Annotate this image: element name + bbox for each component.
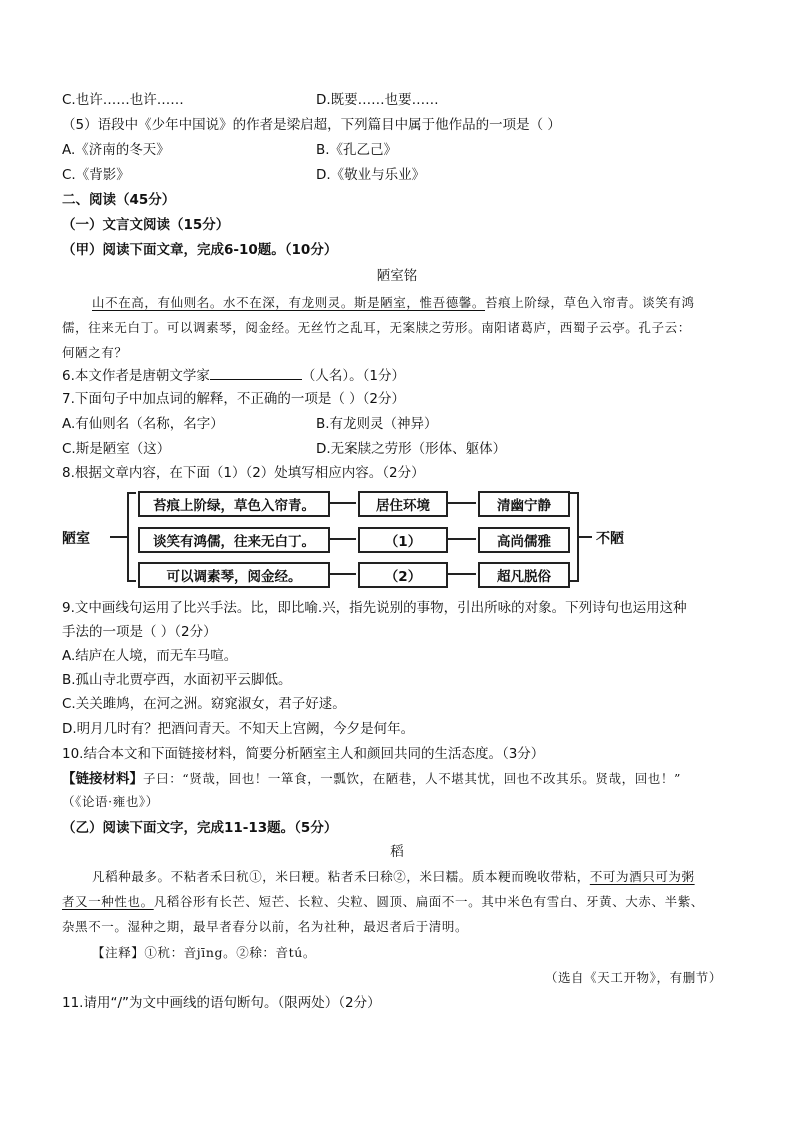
q7-option-a: A.有仙则名（名称，名字） <box>62 416 224 432</box>
passage-line-1 <box>92 293 695 313</box>
yi-underlined-part-2: 者又一种性也。 <box>62 894 154 909</box>
diagram-quote-2: 谈笑有鸿儒，往来无白丁。 <box>138 527 330 553</box>
q5-option-c: C.《背影》 <box>62 167 130 183</box>
passage-line-1-rest: 苔痕上阶绿，草色入帘青。谈笑有鸿 <box>485 295 695 310</box>
yi-note: 【注释】①秔：音jīng。②稌：音tú。 <box>92 945 316 960</box>
diagram-quote-1: 苔痕上阶绿，草色入帘青。 <box>138 491 330 517</box>
q9-stem-line-1: 9.文中画线句运用了比兴手法。比，即比喻.兴，指先说别的事物，引出所咏的对象。下列诗句也运用这种 <box>62 600 687 616</box>
q5-option-a: A.《济南的冬天》 <box>62 142 170 158</box>
diagram-middle-1: 居住环境 <box>358 491 448 517</box>
yi-line-3: 杂黑不一。湿种之期，最早者春分以前，名为社种，最迟者后于清明。 <box>62 919 469 934</box>
q6-stem: 6.本文作者是唐朝文学家 <box>62 368 210 384</box>
yi-line-2-rest: 凡稻谷形有长芒、短芒、长粒、尖粒、圆顶、扁面不一。其中米色有雪白、牙黄、大赤、半紫、 <box>153 894 704 909</box>
passage-yi-title: 稻 <box>390 844 404 860</box>
q9-option-c: C.关关雎鸠，在河之洲。窈窕淑女，君子好逑。 <box>62 696 346 712</box>
q6 <box>62 365 405 386</box>
yi-line-2 <box>62 892 704 912</box>
q5-option-b: B.《孔乙己》 <box>316 142 398 158</box>
link-material-label: 【链接材料】 <box>62 771 143 787</box>
diagram-result-3: 超凡脱俗 <box>478 562 570 588</box>
passage-line-3: 何陋之有？ <box>62 345 128 360</box>
q7-stem: 7.下面句子中加点词的解释，不正确的一项是（ ）（2分） <box>62 391 406 407</box>
diagram-result-1: 清幽宁静 <box>478 491 570 517</box>
q5-option-d: D.《敬业与乐业》 <box>316 167 426 183</box>
q5-stem: （5）语段中《少年中国说》的作者是梁启超，下列篇目中属于他作品的一项是（ ） <box>62 117 561 133</box>
q9-stem-line-2: 手法的一项是（ ）（2分） <box>62 624 217 640</box>
diagram-blank-2[interactable]: （2） <box>358 562 448 588</box>
answer-blank[interactable] <box>210 365 302 380</box>
diagram-right-label: 不陋 <box>596 531 624 547</box>
q4-option-d: D.既要……也要…… <box>316 92 439 108</box>
q7-option-b: B.有龙则灵（神异） <box>316 416 438 432</box>
passage-line-2: 儒，往来无白丁。可以调素琴，阅金经。无丝竹之乱耳，无案牍之劳形。南阳诸葛庐，西蜀子云亭。孔子云： <box>62 320 691 335</box>
passage-yi-heading: （乙）阅读下面文字，完成11-13题。（5分） <box>62 820 338 836</box>
q7-option-c: C.斯是陋室（这） <box>62 441 171 457</box>
q8-stem: 8.根据文章内容，在下面（1）（2）处填写相应内容。（2分） <box>62 465 425 481</box>
q9-option-b: B.孤山寺北贾亭西，水面初平云脚低。 <box>62 672 292 688</box>
diagram-left-label: 陋室 <box>62 531 90 547</box>
diagram-blank-1[interactable]: （1） <box>358 527 448 553</box>
link-material-text: 子曰：“贤哉，回也！一箪食，一瓢饮，在陋巷，人不堪其忧，回也不改其乐。贤哉，回也！” <box>143 771 681 786</box>
yi-line-1-text: 凡稻种最多。不粘者禾曰秔①，米曰粳。粘者禾曰稌②，米曰糯。质本粳而晚收带粘， <box>92 869 590 884</box>
link-material <box>62 769 681 789</box>
q7-option-d: D.无案牍之劳形（形体、躯体） <box>316 441 507 457</box>
q4-option-c: C.也许……也许…… <box>62 92 184 108</box>
q11-stem: 11.请用“/”为文中画线的语句断句。（限两处）（2分） <box>62 995 381 1011</box>
link-material-source: （《论语·雍也》） <box>62 794 159 809</box>
q9-option-a: A.结庐在人境，而无车马喧。 <box>62 648 238 664</box>
diagram-quote-3: 可以调素琴，阅金经。 <box>138 562 330 588</box>
q10-stem: 10.结合本文和下面链接材料，简要分析陋室主人和颜回共同的生活态度。（3分） <box>62 746 545 762</box>
q9-option-d: D.明月几时有？把酒问青天。不知天上宫阙，今夕是何年。 <box>62 721 415 737</box>
yi-underlined-part-1: 不可为酒只可为粥 <box>589 869 695 884</box>
yi-line-1 <box>92 867 695 887</box>
structure-diagram <box>62 487 642 589</box>
section-title: 二、阅读（45分） <box>62 192 176 208</box>
passage-title: 陋室铭 <box>376 268 418 284</box>
diagram-result-2: 高尚儒雅 <box>478 527 570 553</box>
underlined-sentence: 山不在高，有仙则名。水不在深，有龙则灵。斯是陋室，惟吾德馨。 <box>92 295 486 310</box>
q6-tail: （人名）。（1分） <box>301 368 405 384</box>
subsection-title: （一）文言文阅读（15分） <box>62 217 230 233</box>
passage-jia-heading: （甲）阅读下面文章，完成6-10题。（10分） <box>62 242 338 258</box>
yi-source: （选自《天工开物》，有删节） <box>544 970 722 985</box>
